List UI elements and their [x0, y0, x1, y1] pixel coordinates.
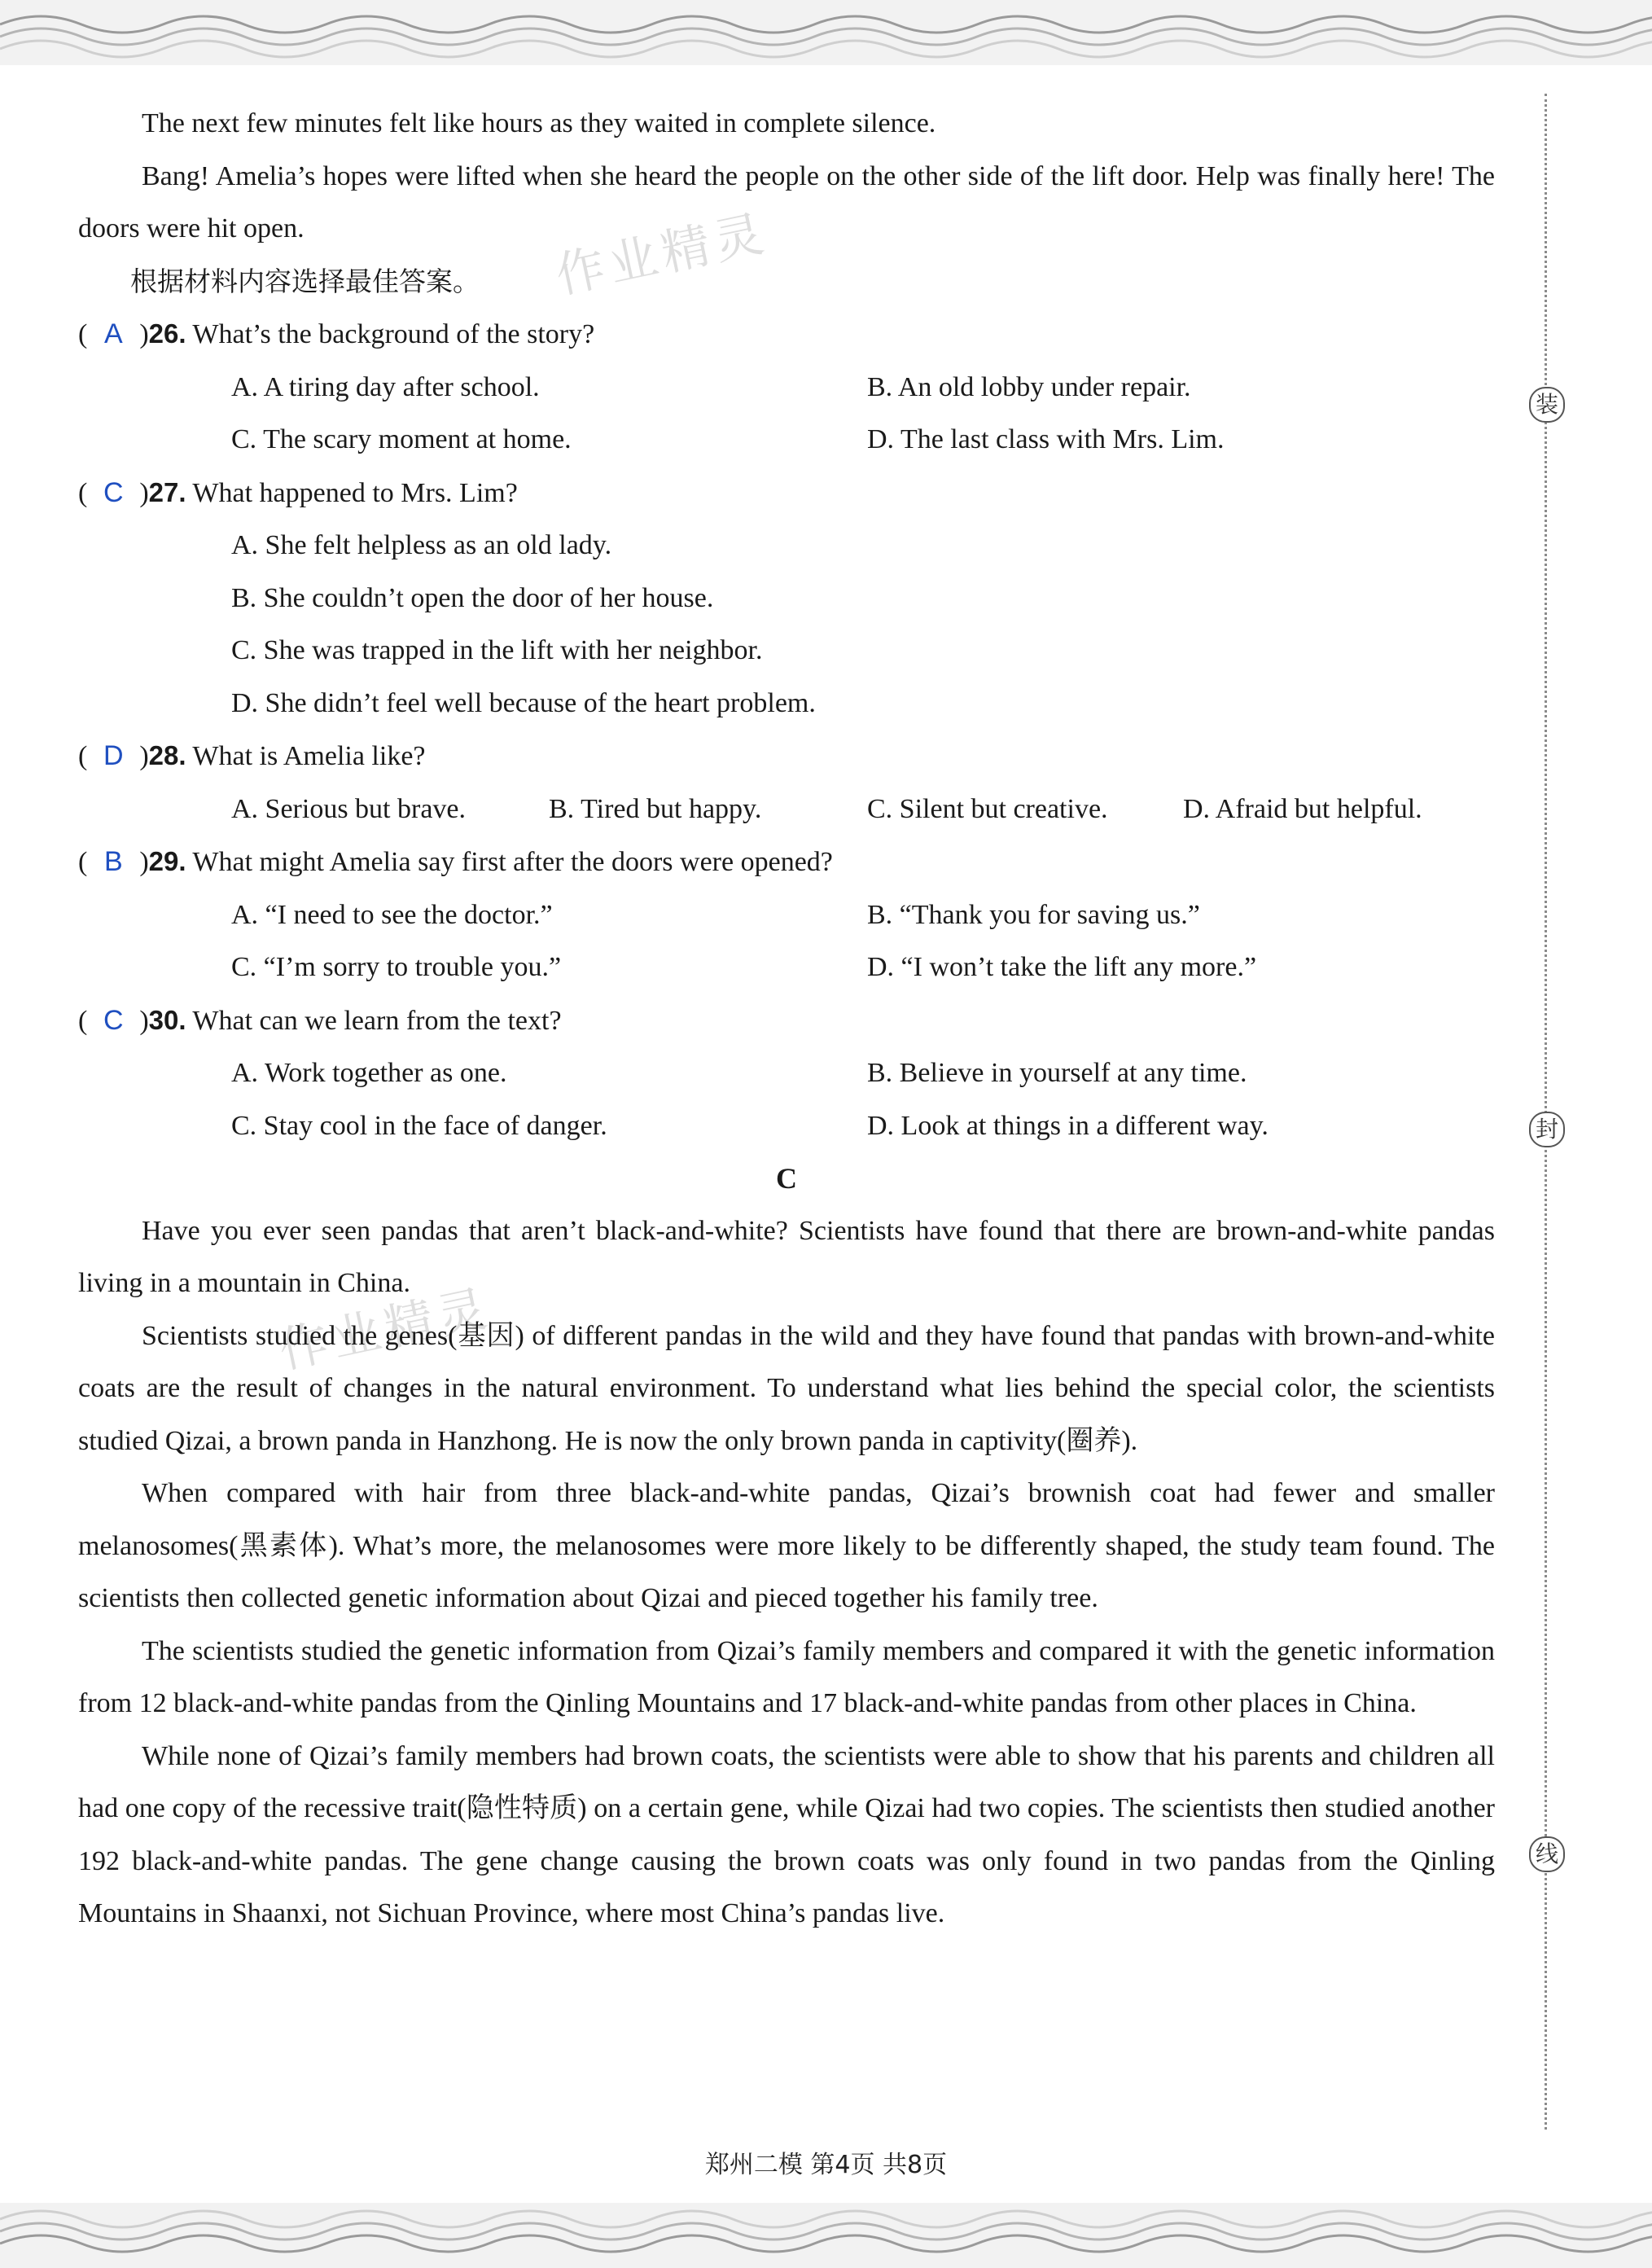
question-26: ( A )26. What’s the background of the story?	[78, 308, 1495, 362]
option-c: C. “I’m sorry to trouble you.”	[231, 952, 562, 982]
top-wave-border	[0, 0, 1652, 65]
question-text: What is Amelia like?	[192, 741, 426, 771]
option-b: B. Believe in yourself at any time.	[867, 1058, 1247, 1088]
option-c: C. She was trapped in the lift with her neighbor.	[231, 635, 763, 665]
option-d: D. Afraid but helpful.	[1183, 793, 1422, 824]
watermark: 作业精灵	[274, 1279, 497, 1380]
option-d: D. The last class with Mrs. Lim.	[867, 424, 1225, 454]
option-c: C. Silent but creative.	[867, 793, 1108, 824]
options-26-row1	[78, 362, 1495, 415]
option-a: A. Work together as one.	[231, 1058, 507, 1088]
options-28	[78, 783, 1495, 836]
option-b: B. “Thank you for saving us.”	[867, 899, 1200, 930]
options-29-row1	[78, 889, 1495, 942]
question-number: 28.	[148, 740, 186, 770]
option-c: C. The scary moment at home.	[231, 424, 572, 454]
options-26-row2	[78, 414, 1495, 467]
section-title: C	[776, 1162, 797, 1195]
instruction: 根据材料内容选择最佳答案。	[130, 265, 480, 297]
options-29-row2	[78, 941, 1495, 994]
option-b: B. Tired but happy.	[549, 793, 762, 824]
binding-mark-zhuang: 装	[1529, 387, 1565, 423]
binding-mark-xian: 线	[1529, 1836, 1565, 1872]
answer-mark: B	[103, 846, 123, 877]
option-a: A. “I need to see the doctor.”	[231, 899, 553, 930]
page-content	[78, 98, 1495, 1941]
option-d: D. She didn’t feel well because of the heart problem.	[231, 687, 816, 718]
question-29: ( B )29. What might Amelia say first after the doors were opened?	[78, 836, 1495, 889]
passage-end-line-1: The next few minutes felt like hours as they waited in complete silence.	[142, 108, 936, 138]
option-a: A. She felt helpless as an old lady.	[231, 530, 612, 560]
question-number: 27.	[148, 476, 186, 507]
passage-paragraph: When compared with hair from three black-and-white pandas, Qizai’s brownish coat had fewer and smaller melanosomes(黑素体). What’s more, the melanosomes were more likely to be differently shaped, the study team found. The scientists then collected genetic information about Qizai and pieced together his family tree.	[78, 1478, 1495, 1613]
option-b: B. She couldn’t open the door of her house.	[231, 582, 714, 613]
question-30: ( C )30. What can we learn from the text?	[78, 994, 1495, 1048]
question-27: ( C )27. What happened to Mrs. Lim?	[78, 467, 1495, 520]
passage-paragraph: Scientists studied the genes(基因) of different pandas in the wild and they have found that pandas with brown-and-white coats are the result of changes in the natural environment. To understand what lies behind the special color, the scientists studied Qizai, a brown panda in Hanzhong. He is now the only brown panda in captivity(圈养).	[78, 1320, 1495, 1456]
bottom-wave-border	[0, 2203, 1652, 2268]
passage-paragraph: While none of Qizai’s family members had brown coats, the scientists were able to show that his parents and children all had one copy of the recessive trait(隐性特质) on a certain gene, while Qizai had two copies. The scientists then studied another 192 black-and-white pandas. The gene change causing the brown coats was only found in two pandas from the Qinling Mountains in Shaanxi, not Sichuan Province, where most China’s pandas live.	[78, 1740, 1495, 1928]
passage-end-line-2: Bang! Amelia’s hopes were lifted when she heard the people on the other side of the lift door. Help was finally here! The doors were hit open.	[78, 160, 1495, 243]
option-d: D. “I won’t take the lift any more.”	[867, 952, 1257, 982]
answer-mark: C	[103, 476, 124, 508]
question-28: ( D )28. What is Amelia like?	[78, 730, 1495, 783]
question-text: What’s the background of the story?	[192, 319, 595, 349]
question-number: 29.	[148, 846, 186, 876]
passage-paragraph: The scientists studied the genetic information from Qizai’s family members and compared it with the genetic information from 12 black-and-white pandas from the Qinling Mountains and 17 black-and-white pandas from other places in China.	[78, 1635, 1495, 1718]
question-text: What might Amelia say first after the doors were opened?	[192, 847, 833, 877]
options-30-row1	[78, 1047, 1495, 1100]
option-d: D. Look at things in a different way.	[867, 1110, 1269, 1141]
answer-mark: C	[103, 1004, 124, 1036]
option-b: B. An old lobby under repair.	[867, 371, 1191, 402]
answer-mark: A	[103, 318, 123, 349]
passage-paragraph: Have you ever seen pandas that aren’t black-and-white? Scientists have found that there are brown-and-white pandas living in a mountain in China.	[78, 1215, 1495, 1298]
question-number: 26.	[148, 318, 186, 349]
option-a: A. Serious but brave.	[231, 793, 467, 824]
question-text: What happened to Mrs. Lim?	[192, 477, 518, 508]
question-text: What can we learn from the text?	[192, 1005, 562, 1036]
watermark: 作业精灵	[550, 204, 773, 305]
binding-mark-feng: 封	[1529, 1112, 1565, 1147]
option-a: A. A tiring day after school.	[231, 371, 540, 402]
question-number: 30.	[148, 1004, 186, 1035]
options-30-row2	[78, 1100, 1495, 1153]
page-footer: 郑州二模 第4页 共8页	[704, 2151, 948, 2179]
answer-mark: D	[103, 740, 124, 771]
option-c: C. Stay cool in the face of danger.	[231, 1110, 607, 1141]
